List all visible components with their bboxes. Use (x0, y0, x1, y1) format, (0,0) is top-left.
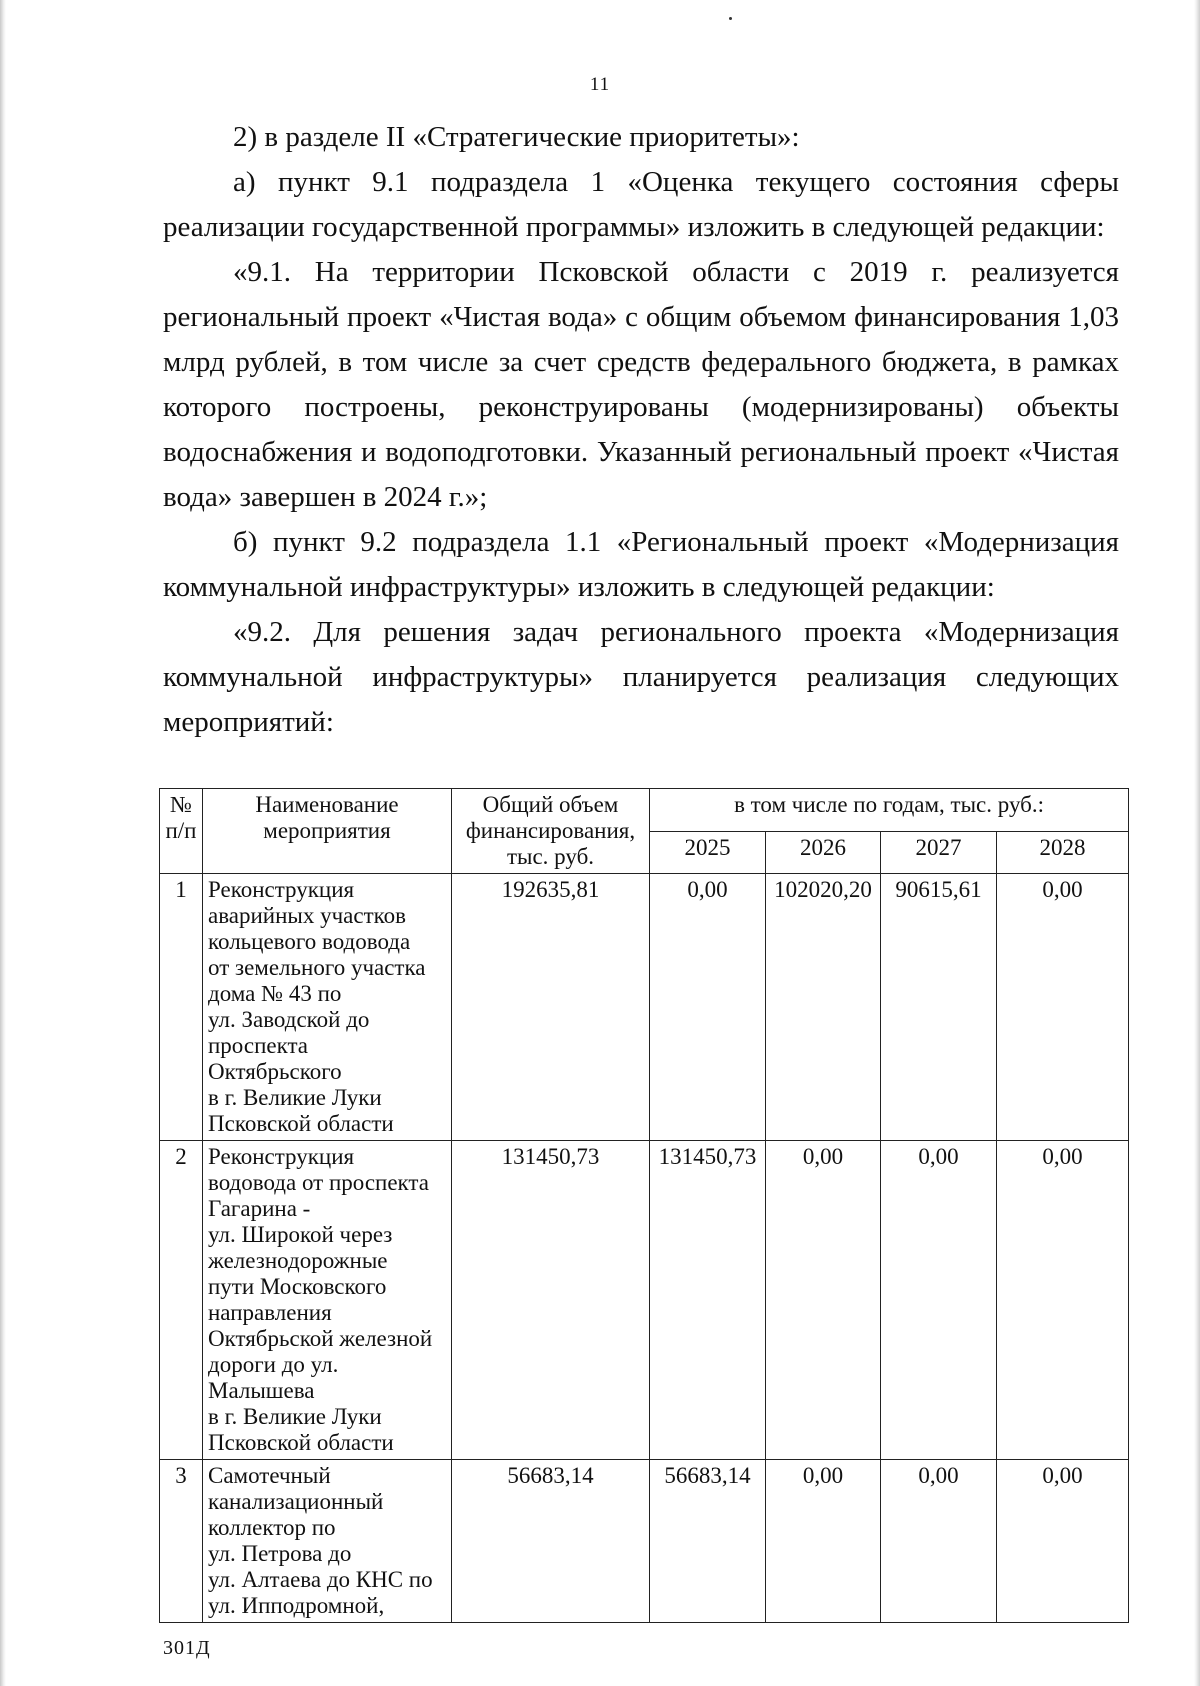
name-line: коллектор по (208, 1515, 336, 1540)
paragraph: «9.2. Для решения задач регионального проекта «Модернизация коммунальной инфраструктуры» планируется реализация следующих мероприятий: (163, 616, 1119, 738)
row-value-2027: 0,00 (881, 1141, 997, 1460)
row-name (203, 874, 452, 1141)
name-line: аварийных участков (208, 903, 407, 928)
name-line: Октябрьского (208, 1059, 342, 1084)
row-num: 1 (160, 874, 203, 1141)
name-line: проспекта (208, 1033, 309, 1058)
name-line: кольцевого водовода (208, 929, 411, 954)
row-value-2025: 56683,14 (650, 1460, 766, 1623)
name-line: ул. Ипподромной, (208, 1593, 385, 1618)
name-line: Гагарина - (208, 1196, 311, 1221)
row-num: 2 (160, 1141, 203, 1460)
name-line: водовода от проспекта (208, 1170, 429, 1195)
header-year: 2028 (997, 831, 1129, 874)
name-line: от земельного участка (208, 955, 426, 980)
row-name (203, 1141, 452, 1460)
table-row (160, 874, 1129, 1141)
measures-table (159, 788, 1129, 1623)
name-line: Реконструкция (208, 877, 355, 902)
row-num: 3 (160, 1460, 203, 1623)
header-by-year: в том числе по годам, тыс. руб.: (650, 789, 1129, 832)
name-line: ул. Заводской до (208, 1007, 370, 1032)
paragraph: б) пункт 9.2 подраздела 1.1 «Региональный проект «Модернизация коммунальной инфраструктуры» изложить в следующей редакции: (163, 526, 1119, 603)
row-value-2025: 0,00 (650, 874, 766, 1141)
row-name (203, 1460, 452, 1623)
row-value-2026: 0,00 (766, 1141, 881, 1460)
header-total: Общий объем финансирования, тыс. руб. (452, 789, 650, 874)
header-year: 2025 (650, 831, 766, 874)
row-value-2027: 0,00 (881, 1460, 997, 1623)
row-value-2025: 131450,73 (650, 1141, 766, 1460)
row-value-2027: 90615,61 (881, 874, 997, 1141)
name-line: в г. Великие Луки (208, 1404, 382, 1429)
name-line: Псковской области (208, 1430, 394, 1455)
name-line: Реконструкция (208, 1144, 355, 1169)
name-line: направления (208, 1300, 332, 1325)
name-line: дома № 43 по (208, 981, 342, 1006)
name-line: ул. Петрова до (208, 1541, 352, 1566)
row-value-2028: 0,00 (997, 1141, 1129, 1460)
header-name: Наименование мероприятия (203, 789, 452, 874)
name-line: Октябрьской железной (208, 1326, 433, 1351)
name-line: Псковской области (208, 1111, 394, 1136)
row-total: 192635,81 (452, 874, 650, 1141)
name-line: канализационный (208, 1489, 384, 1514)
row-total: 131450,73 (452, 1141, 650, 1460)
scan-edge-left (0, 0, 6, 1686)
name-line: Малышева (208, 1378, 315, 1403)
paragraph: 2) в разделе II «Стратегические приоритеты»: (233, 121, 800, 153)
row-value-2026: 102020,20 (766, 874, 881, 1141)
scan-edge-right (1194, 0, 1200, 1686)
table-row (160, 1141, 1129, 1460)
page-number: 11 (589, 74, 611, 95)
table-row (160, 1460, 1129, 1623)
scan-speck (729, 17, 732, 20)
name-line: железнодорожные (208, 1248, 388, 1273)
row-value-2026: 0,00 (766, 1460, 881, 1623)
header-num: № п/п (160, 789, 203, 874)
name-line: ул. Широкой через (208, 1222, 393, 1247)
body-text (163, 115, 1119, 745)
row-value-2028: 0,00 (997, 1460, 1129, 1623)
row-total: 56683,14 (452, 1460, 650, 1623)
document-code: 301Д (163, 1637, 211, 1659)
paragraph: «9.1. На территории Псковской области с 2019 г. реализуется региональный проект «Чистая вода» с общим объемом финансирования 1,03 млрд рублей, в том числе за счет средств федерального бюджета, в рамках которого построены, реконструированы (модернизированы) объекты водоснабжения и водоподготовки. Указанный региональный проект «Чистая вода» завершен в 2024 г.»; (163, 256, 1119, 513)
header-year: 2026 (766, 831, 881, 874)
name-line: в г. Великие Луки (208, 1085, 382, 1110)
name-line: дороги до ул. (208, 1352, 339, 1377)
name-line: ул. Алтаева до КНС по (208, 1567, 433, 1592)
row-value-2028: 0,00 (997, 874, 1129, 1141)
name-line: пути Московского (208, 1274, 387, 1299)
name-line: Самотечный (208, 1463, 331, 1488)
header-year: 2027 (881, 831, 997, 874)
paragraph: а) пункт 9.1 подраздела 1 «Оценка текущего состояния сферы реализации государственной программы» изложить в следующей редакции: (163, 166, 1119, 243)
